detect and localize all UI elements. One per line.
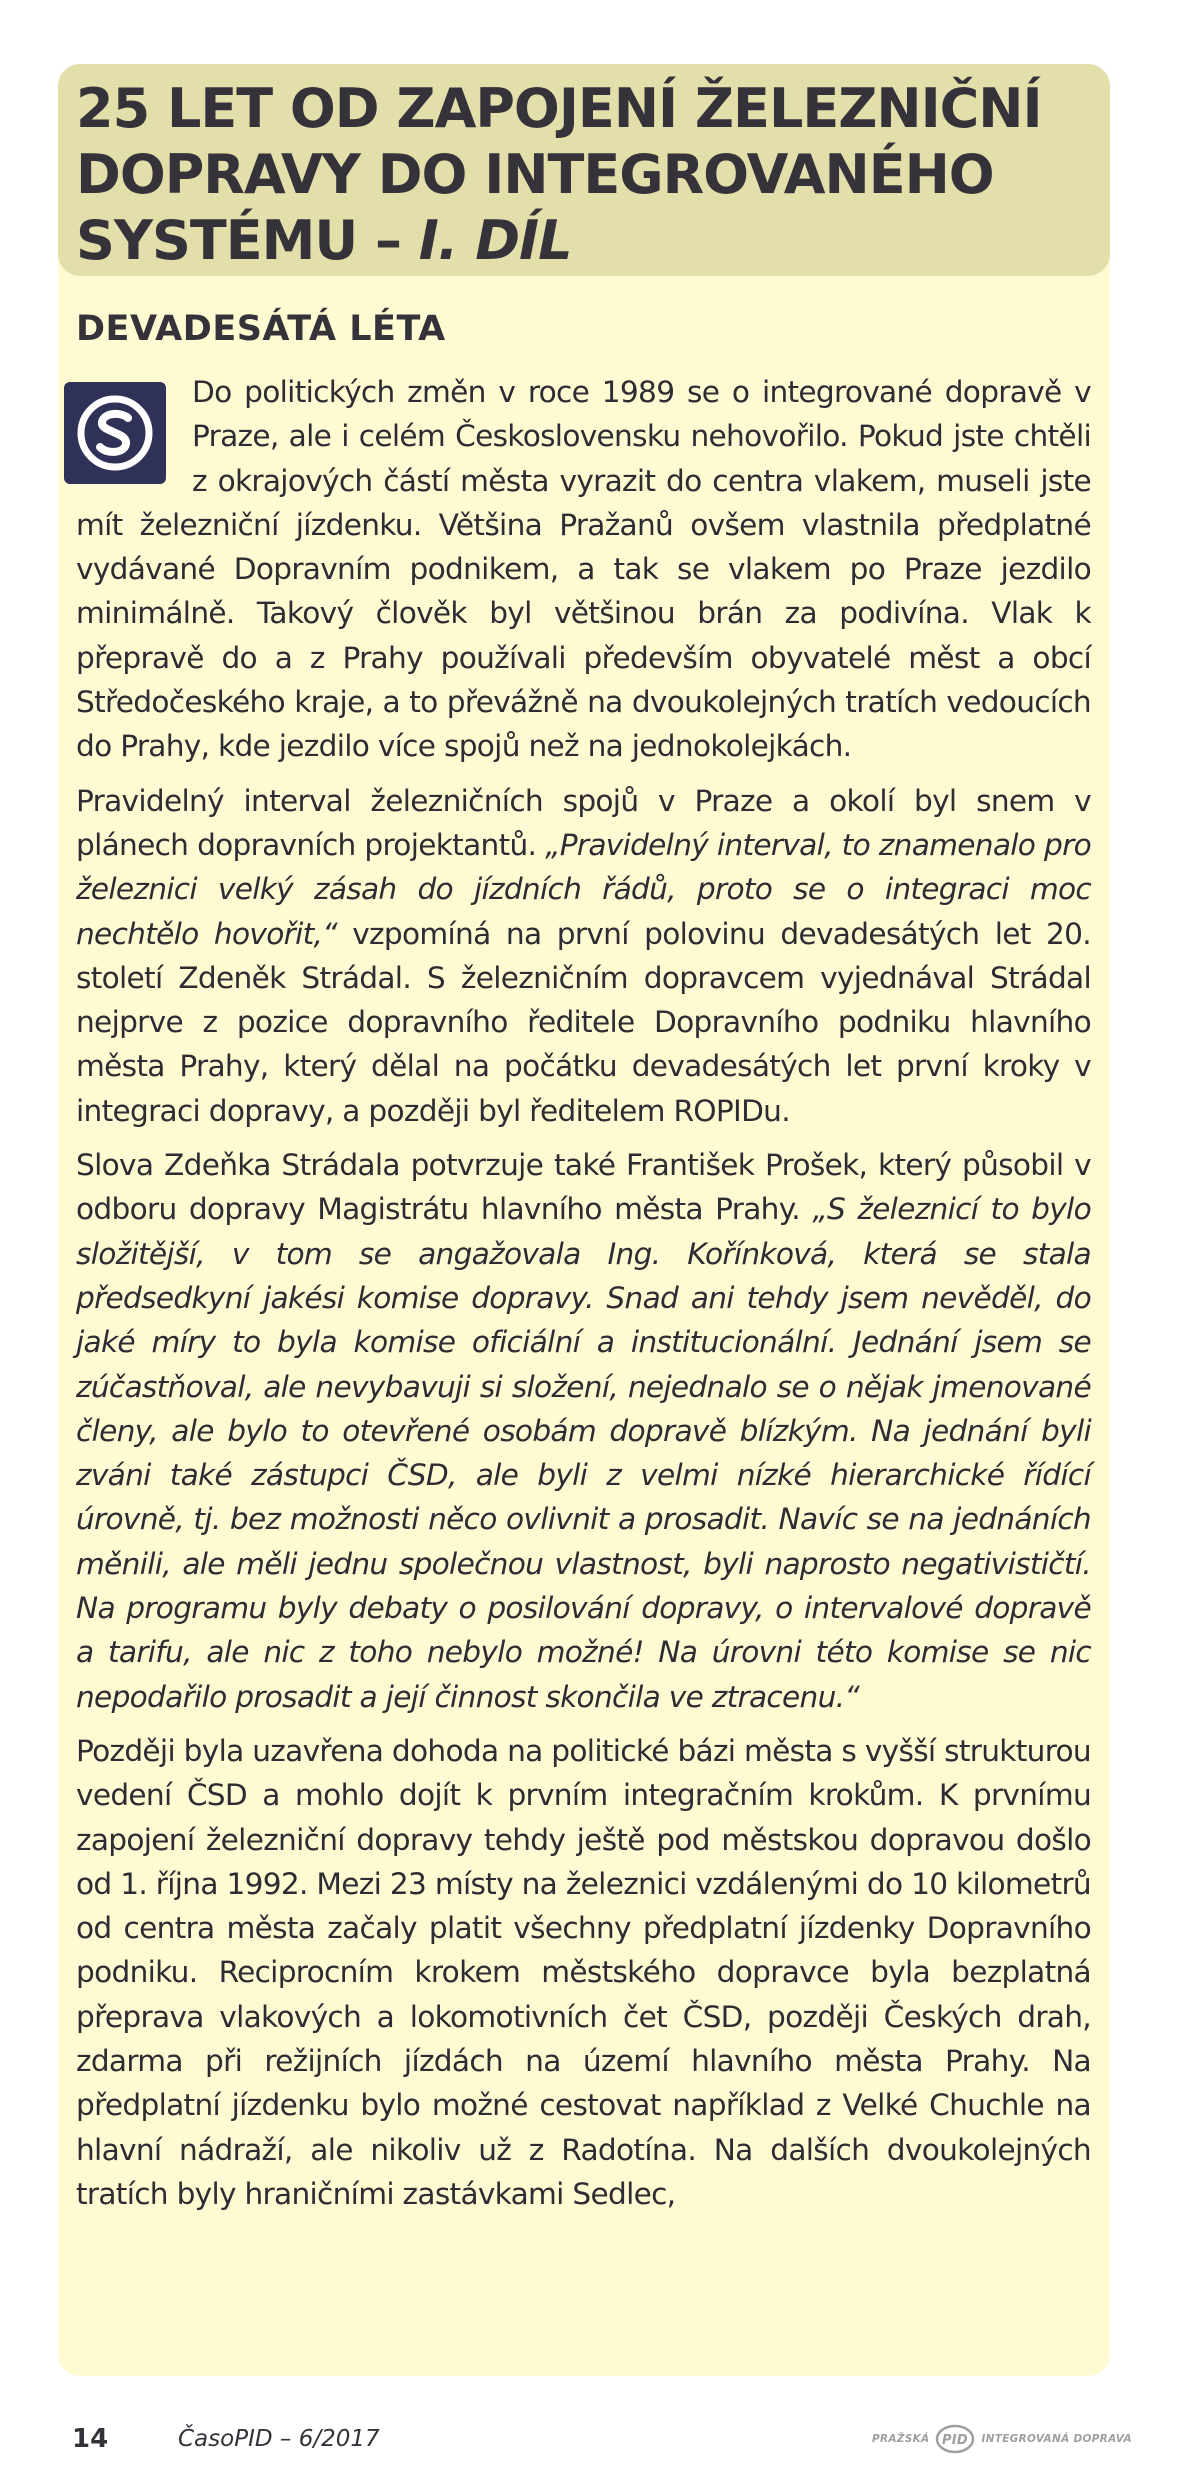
pid-brand-logo	[872, 2424, 1132, 2454]
article-body	[76, 370, 1091, 2226]
pid-badge-icon	[935, 2424, 975, 2454]
brand-text-left: PRAŽSKÁ	[872, 2433, 930, 2445]
brand-text-right: INTEGROVANÁ DOPRAVA	[981, 2433, 1132, 2445]
brand-badge-text: PID	[942, 2433, 969, 2448]
section-heading: DEVADESÁTÁ LÉTA	[76, 309, 446, 349]
paragraph-2	[76, 779, 1091, 1133]
magazine-issue: ČasoPID – 6/2017	[178, 2426, 380, 2452]
paragraph-4: Později byla uzavřena dohoda na politické bázi města s vyšší strukturou vedení ČSD a mohlo dojít k prvním integračním krokům. K prvnímu zapojení železniční dopravy tehdy ještě pod městskou dopravou došlo od 1. října 1992. Mezi 23 místy na železnici vzdálenými do 10 kilometrů od centra města začaly platit všechny předplatní jízdenky Dopravního podniku. Reciprocním krokem městského dopravce byla bezplatná přeprava vlakových a lokomotivních čet ČSD, později Českých drah, zdarma při režijních jízdách na území hlavního města Prahy. Na předplatní jízdenku bylo možné cestovat například z Velké Chuchle na hlavní nádraží, ale nikoliv už z Radotína. Na dalších dvoukolejných tratích byly hraničními zastávkami Sedlec,	[76, 1733, 1091, 2211]
paragraph-2-quote: „Pravidelný interval, to znamenalo pro železnici velký zásah do jízdních řádů, proto se o integraci moc nechtělo hovořit,“	[76, 827, 1092, 951]
paragraph-1: Do politických změn v roce 1989 se o integrované dopravě v Praze, ale i celém Československu nehovořilo. Pokud jste chtěli z okrajových částí města vyrazit do centra vlakem, museli jste mít železniční jízdenku. Většina Pražanů ovšem vlastnila předplatné vydávané Dopravním podnikem, a tak se vlakem po Praze jezdilo minimálně. Takový člověk byl většinou brán za podivína. Vlak k přepravě do a z Prahy používali především obyvatelé měst a obcí Středočeského kraje, a to převážně na dvoukolejných tratích vedoucích do Prahy, kde jezdilo více spojů než na jednokolejkách.	[76, 375, 1091, 764]
paragraph-3-text-a: Slova Zdeňka Strádala potvrzuje také František Prošek, který působil v odboru dopravy Magistrátu hlavního města Prahy.	[76, 1148, 1091, 1227]
title-part-label: I. DÍL	[418, 209, 572, 272]
article-title	[76, 76, 1090, 274]
paragraph-2-text-a: Pravidelný interval železničních spojů v Praze a okolí byl snem v plánech dopravních projektantů.	[76, 783, 1091, 862]
title-box	[58, 64, 1110, 276]
paragraph-2-text-b: vzpomíná na první polovinu devadesátých let 20. století Zdeněk Strádal. S železničním dopravcem vyjednával Strádal nejprve z pozice dopravního ředitele Dopravního podniku hlavního města Prahy, který dělal na počátku devadesátých let první kroky v integraci dopravy, a později byl ředitelem ROPIDu.	[76, 916, 1091, 1128]
title-line-3: SYSTÉMU –	[76, 209, 419, 272]
title-line-1: 25 LET OD ZAPOJENÍ ŽELEZNIČNÍ	[76, 77, 1042, 140]
page-number: 14	[72, 2424, 109, 2454]
title-line-2: DOPRAVY DO INTEGROVANÉHO	[76, 143, 994, 206]
paragraph-3-quote: „S železnicí to bylo složitější, v tom se angažovala Ing. Kořínková, která se stala předsedkyní jakési komise dopravy. Snad ani tehdy jsem nevěděl, do jaké míry to byla komise oficiální a institucionální. Jednání jsem se zúčastňoval, ale nevybavuji si složení, nejednalo se o nějak jmenované členy, ale bylo to otevřené osobám dopravě blízkým. Na jednání byli zváni také zástupci ČSD, ale byli z velmi nízké hierarchické řídící úrovně, tj. bez možnosti něco ovlivnit a prosadit. Navíc se na jednáních měnili, ale měli jednu společnou vlastnost, byli naprosto negativističtí. Na programu byly debaty o posilování dopravy, o intervalové dopravě a tarifu, ale nic z toho nebylo možné! Na úrovni této komise se nic nepodařilo prosadit a její činnost skončila ve ztracenu.“	[76, 1192, 1091, 1714]
paragraph-3	[76, 1143, 1091, 1719]
